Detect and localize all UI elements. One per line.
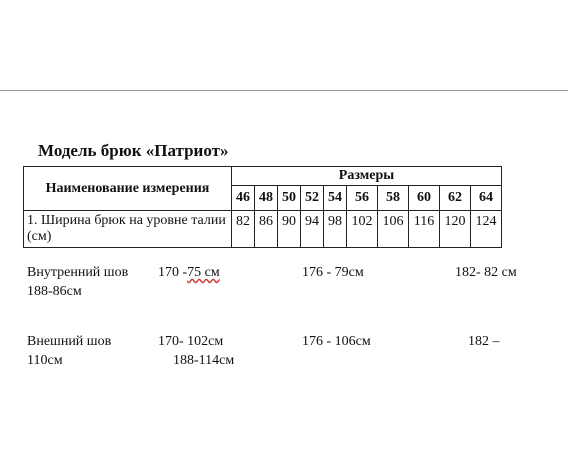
size-table xyxy=(23,166,502,248)
value-cell: 98 xyxy=(324,211,347,248)
outer-seam-label: Внешний шов xyxy=(27,334,112,349)
sizes-header: Размеры xyxy=(232,167,502,186)
value-cell: 124 xyxy=(471,211,502,248)
inner-seam-value-182: 182- 82 см xyxy=(455,265,517,280)
size-cell: 48 xyxy=(255,186,278,211)
size-cell: 62 xyxy=(440,186,471,211)
table-row xyxy=(24,211,502,248)
outer-seam-value-170: 170- 102см xyxy=(158,334,224,349)
size-cell: 52 xyxy=(301,186,324,211)
row-label: 1. Ширина брюк на уровне талии (см) xyxy=(24,211,232,248)
size-cell: 56 xyxy=(347,186,378,211)
horizontal-divider xyxy=(0,90,568,91)
measurement-name-header: Наименование измерения xyxy=(24,167,232,211)
value-cell: 120 xyxy=(440,211,471,248)
size-cell: 60 xyxy=(409,186,440,211)
table-header-row xyxy=(24,167,502,186)
value-cell: 90 xyxy=(278,211,301,248)
inner-seam-value-suffix: 75 см xyxy=(187,265,220,280)
outer-seam-value-110: 110см xyxy=(27,353,63,368)
inner-seam-label: Внутренний шов xyxy=(27,265,129,280)
size-cell: 58 xyxy=(378,186,409,211)
value-cell: 102 xyxy=(347,211,378,248)
size-cell: 50 xyxy=(278,186,301,211)
inner-seam-value-176: 176 - 79см xyxy=(302,265,364,280)
size-cell: 54 xyxy=(324,186,347,211)
document-title: Модель брюк «Патриот» xyxy=(38,141,229,160)
outer-seam-value-188: 188-114см xyxy=(173,353,235,368)
value-cell: 116 xyxy=(409,211,440,248)
inner-seam-value-prefix: 170 - xyxy=(158,265,188,280)
inner-seam-value-170 xyxy=(158,265,220,281)
outer-seam-value-182: 182 – xyxy=(468,334,500,349)
value-cell: 86 xyxy=(255,211,278,248)
inner-seam-value-188: 188-86см xyxy=(27,284,82,299)
value-cell: 82 xyxy=(232,211,255,248)
value-cell: 106 xyxy=(378,211,409,248)
size-cell: 64 xyxy=(471,186,502,211)
outer-seam-value-176: 176 - 106см xyxy=(302,334,371,349)
size-cell: 46 xyxy=(232,186,255,211)
value-cell: 94 xyxy=(301,211,324,248)
